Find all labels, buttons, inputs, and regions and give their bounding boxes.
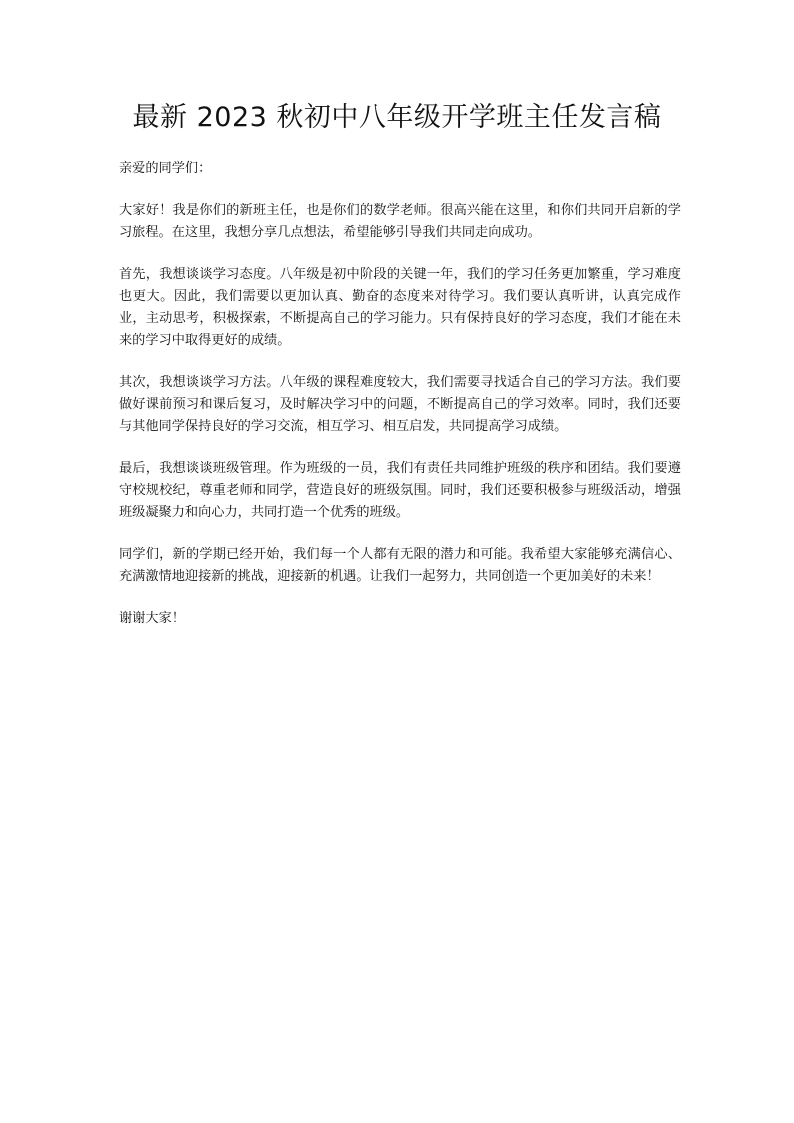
paragraph-class-management: 最后，我想谈谈班级管理。作为班级的一员，我们有责任共同维护班级的秩序和团结。我们要遵守校规校纪，尊重老师和同学，营造良好的班级氛围。同时，我们还要积极参与班级活动，增强班级凝聚力和向心力，共同打造一个优秀的班级。 xyxy=(119,461,681,520)
paragraph-study-method: 其次，我想谈谈学习方法。八年级的课程难度较大，我们需要寻找适合自己的学习方法。我们要做好课前预习和课后复习，及时解决学习中的问题，不断提高自己的学习效率。同时，我们还要与其他同学保持良好的学习交流，相互学习、相互启发，共同提高学习成绩。 xyxy=(119,375,681,434)
page-title: 最新 2023 秋初中八年级开学班主任发言稿 xyxy=(132,102,662,133)
closing-line: 谢谢大家！ xyxy=(119,611,185,626)
paragraph-conclusion: 同学们，新的学期已经开始，我们每一个人都有无限的潜力和可能。我希望大家能够充满信心、充满激情地迎接新的挑战，迎接新的机遇。让我们一起努力，共同创造一个更加美好的未来！ xyxy=(119,547,681,584)
paragraph-greeting: 大家好！我是你们的新班主任，也是你们的数学老师。很高兴能在这里，和你们共同开启新的学习旅程。在这里，我想分享几点想法，希望能够引导我们共同走向成功。 xyxy=(119,203,681,240)
salutation: 亲爱的同学们： xyxy=(119,161,212,176)
paragraph-study-attitude: 首先，我想谈谈学习态度。八年级是初中阶段的关键一年，我们的学习任务更加繁重，学习难度也更大。因此，我们需要以更加认真、勤奋的态度来对待学习。我们要认真听讲，认真完成作业，主动思考，积极探索，不断提高自己的学习能力。只有保持良好的学习态度，我们才能在未来的学习中取得更好的成绩。 xyxy=(119,267,681,348)
document-body xyxy=(119,158,681,650)
